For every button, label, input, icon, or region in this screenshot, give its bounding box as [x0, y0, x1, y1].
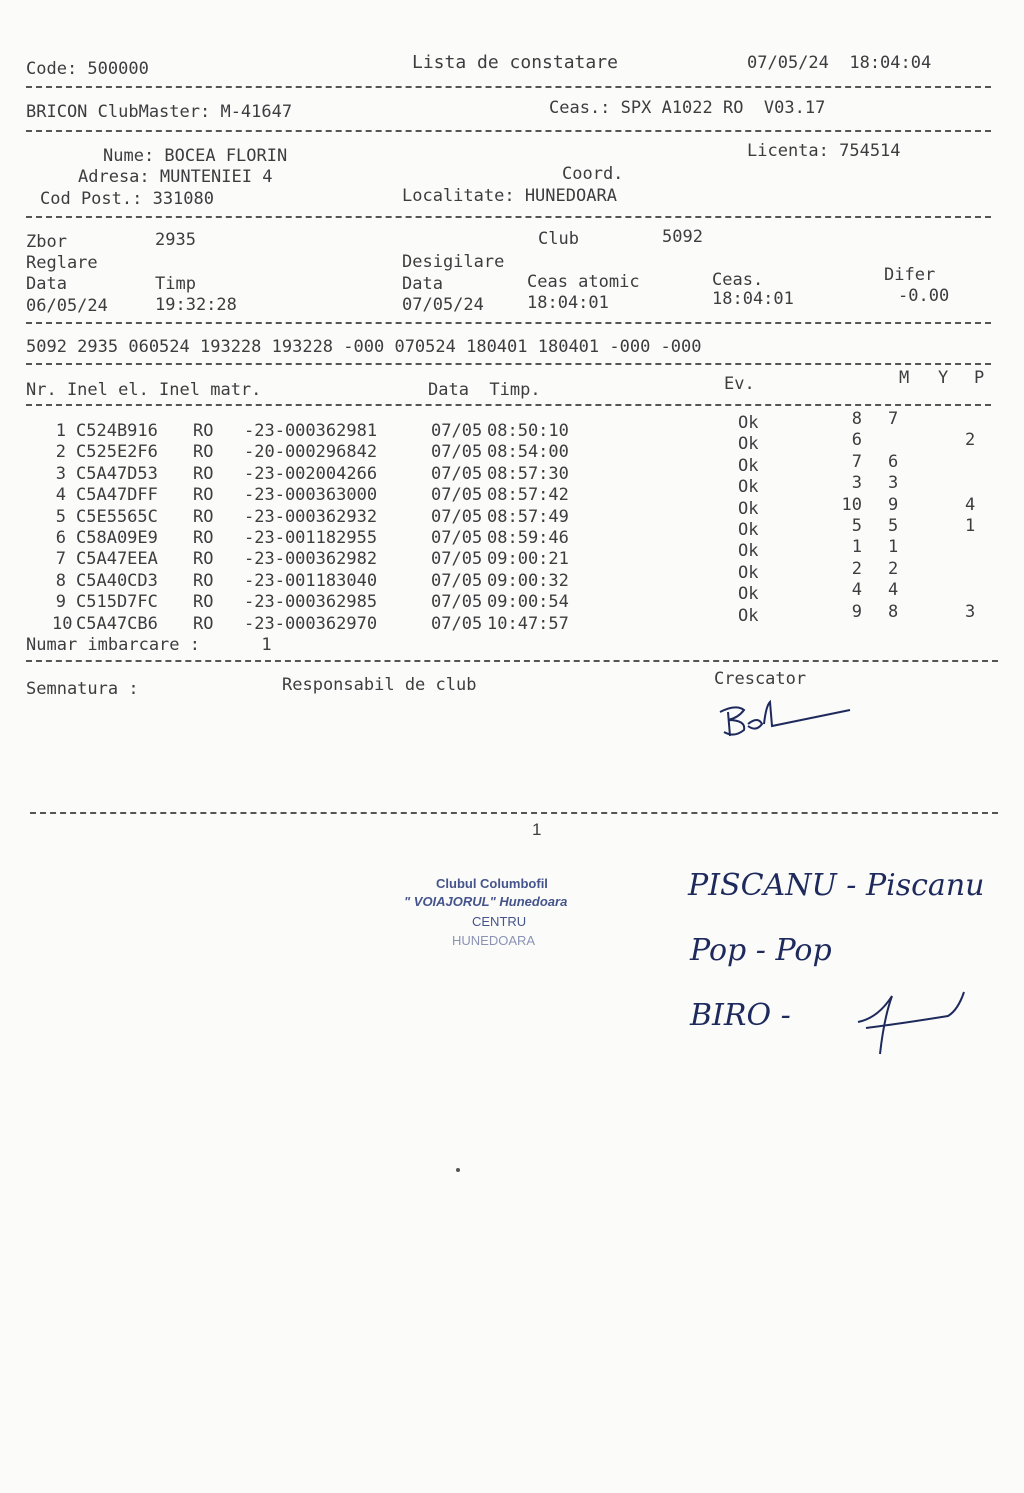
cell-inel-el: C515D7FC — [76, 592, 158, 613]
cell-ev: Ok — [738, 455, 759, 476]
reglare-timp-label: Timp — [155, 274, 196, 294]
cell-inel-matr: -23-001183040 — [244, 570, 378, 591]
cell-p: 2 — [965, 430, 976, 451]
cell-nr: 4 — [55, 485, 66, 506]
cell-y: 6 — [888, 451, 899, 472]
print-datetime: 07/05/24 18:04:04 — [747, 53, 932, 73]
cell-m: 7 — [851, 451, 862, 472]
cell-ro: RO — [193, 528, 214, 548]
cell-ro: RO — [193, 592, 214, 613]
desig-date: 07/05/24 — [402, 295, 484, 315]
cell-y: 9 — [888, 494, 899, 515]
zbor-label: Zbor — [26, 232, 67, 252]
desig-atomic-time: 18:04:01 — [527, 293, 609, 313]
cell-nr: 1 — [55, 421, 66, 441]
cell-m: 1 — [851, 537, 862, 558]
cell-inel-matr: -23-001182955 — [244, 528, 378, 548]
cell-data: 07/05 — [431, 506, 483, 527]
cell-data: 07/05 — [431, 613, 483, 634]
cell-ro: RO — [193, 442, 214, 463]
cell-nr: 8 — [55, 570, 66, 591]
cell-y: 8 — [888, 601, 899, 622]
divider — [26, 404, 991, 406]
cell-inel-matr: -23-000362981 — [244, 421, 378, 441]
cell-data: 07/05 — [431, 549, 483, 570]
cell-ro: RO — [193, 485, 214, 506]
page-number: 1 — [532, 820, 542, 839]
ink-dot — [456, 1168, 460, 1172]
signature-label: Semnatura : — [26, 679, 139, 699]
breeder-signature — [714, 698, 854, 744]
cell-ev: Ok — [738, 562, 759, 583]
cell-m: 2 — [851, 558, 862, 579]
cell-inel-el: C5A47DFF — [76, 485, 158, 506]
cell-timp: 09:00:32 — [487, 570, 569, 591]
cell-nr: 6 — [55, 528, 66, 548]
cell-data: 07/05 — [431, 463, 483, 484]
cell-ev: Ok — [738, 584, 759, 605]
zbor-value: 2935 — [155, 230, 196, 250]
cell-inel-matr: -23-002004266 — [244, 463, 378, 484]
stamp-line-4: HUNEDOARA — [452, 933, 536, 948]
cell-timp: 10:47:57 — [487, 613, 569, 634]
code-label: Code: 500000 — [26, 59, 149, 79]
cell-m: 3 — [851, 473, 862, 494]
stamp-line-1: Clubul Columbofil — [436, 876, 548, 891]
cell-timp: 09:00:54 — [487, 592, 569, 613]
cell-m: 5 — [851, 516, 862, 536]
cell-ro: RO — [193, 549, 214, 570]
ceas-atomic-label: Ceas atomic — [527, 272, 640, 292]
stamp-line-2: " VOIAJORUL" Hunedoara — [404, 894, 568, 909]
cell-data: 07/05 — [431, 592, 483, 613]
divider — [26, 322, 991, 324]
cell-inel-el: C5A47EEA — [76, 549, 158, 570]
cell-inel-el: C524B916 — [76, 421, 158, 441]
cell-inel-el: C5E5565C — [76, 506, 158, 527]
divider — [26, 130, 991, 132]
cell-data: 07/05 — [431, 442, 483, 463]
cell-data: 07/05 — [431, 570, 483, 591]
cell-y: 5 — [888, 516, 899, 536]
reglare-time: 19:32:28 — [155, 295, 237, 315]
owner-address: Adresa: MUNTENIEI 4 — [78, 167, 273, 187]
cell-p: 4 — [965, 494, 976, 515]
cell-ev: Ok — [738, 498, 759, 519]
reglare-label: Reglare — [26, 253, 98, 273]
clubmaster-id: BRICON ClubMaster: M-41647 — [26, 102, 293, 122]
cell-nr: 2 — [55, 442, 66, 463]
breeder-label: Crescator — [714, 669, 807, 689]
col-header-ev: Ev. — [724, 374, 755, 394]
reglare-data-label: Data — [26, 274, 67, 294]
cell-y: 3 — [888, 473, 899, 494]
cell-ev: Ok — [738, 541, 759, 562]
desig-clock-time: 18:04:01 — [712, 289, 794, 309]
clock-id: Ceas.: SPX A1022 RO V03.17 — [549, 98, 826, 118]
code-line: 5092 2935 060524 193228 193228 -000 070524 180401 180401 -000 -000 — [26, 337, 702, 357]
postal-code: Cod Post.: 331080 — [40, 189, 214, 209]
club-value: 5092 — [662, 227, 703, 247]
cell-data: 07/05 — [431, 528, 483, 548]
coord-label: Coord. — [562, 164, 624, 184]
license-number: Licenta: 754514 — [747, 141, 901, 161]
boarding-number: Numar imbarcare : 1 — [26, 635, 272, 655]
handwritten-signature-3 — [838, 988, 978, 1058]
cell-inel-el: C525E2F6 — [76, 442, 158, 463]
cell-ro: RO — [193, 613, 214, 634]
cell-nr: 7 — [55, 549, 66, 570]
col-header-datetime: Data Timp. — [428, 380, 541, 400]
col-header-m: M — [899, 368, 910, 388]
club-label: Club — [538, 229, 579, 249]
cell-m: 9 — [851, 601, 862, 622]
cell-nr: 3 — [55, 463, 66, 484]
col-header-p: P — [974, 368, 985, 388]
cell-y: 4 — [888, 580, 899, 601]
document-title: Lista de constatare — [412, 52, 618, 73]
cell-inel-el: C5A47D53 — [76, 463, 158, 484]
handwritten-name-2: Pop - Pop — [690, 933, 832, 968]
col-header-rings: Nr. Inel el. Inel matr. — [26, 380, 262, 400]
cell-ro: RO — [193, 506, 214, 527]
locality: Localitate: HUNEDOARA — [402, 186, 617, 206]
divider — [26, 660, 998, 662]
cell-inel-matr: -23-000363000 — [244, 485, 378, 506]
cell-timp: 08:57:30 — [487, 463, 569, 484]
cell-timp: 09:00:21 — [487, 549, 569, 570]
divider — [26, 216, 991, 218]
cell-inel-matr: -20-000296842 — [244, 442, 378, 463]
cell-p: 1 — [965, 516, 976, 536]
cell-inel-el: C5A40CD3 — [76, 570, 158, 591]
cell-inel-matr: -23-000362932 — [244, 506, 378, 527]
cell-timp: 08:54:00 — [487, 442, 569, 463]
cell-data: 07/05 — [431, 421, 483, 441]
cell-m: 4 — [851, 580, 862, 601]
cell-p: 3 — [965, 601, 976, 622]
cell-data: 07/05 — [431, 485, 483, 506]
cell-y: 2 — [888, 558, 899, 579]
cell-timp: 08:50:10 — [487, 421, 569, 441]
cell-m: 8 — [851, 409, 862, 429]
divider — [26, 86, 991, 88]
difer-label: Difer — [884, 265, 936, 285]
cell-nr: 9 — [55, 592, 66, 613]
cell-timp: 08:59:46 — [487, 528, 569, 548]
cell-inel-matr: -23-000362970 — [244, 613, 378, 634]
cell-ev: Ok — [738, 477, 759, 498]
desig-data-label: Data — [402, 274, 443, 294]
cell-ev: Ok — [738, 413, 759, 433]
reglare-date: 06/05/24 — [26, 296, 108, 316]
stamp-line-3: CENTRU — [472, 914, 527, 929]
divider — [30, 812, 998, 814]
cell-inel-matr: -23-000362982 — [244, 549, 378, 570]
cell-timp: 08:57:49 — [487, 506, 569, 527]
cell-ro: RO — [193, 570, 214, 591]
cell-ev: Ok — [738, 520, 759, 540]
cell-ro: RO — [193, 463, 214, 484]
difer-value: -0.00 — [898, 286, 950, 306]
divider — [26, 363, 991, 365]
cell-y: 7 — [888, 409, 899, 429]
cell-inel-el: C58A09E9 — [76, 528, 158, 548]
cell-y: 1 — [888, 537, 899, 558]
cell-inel-matr: -23-000362985 — [244, 592, 378, 613]
cell-timp: 08:57:42 — [487, 485, 569, 506]
col-header-y: Y — [938, 368, 949, 388]
ceas-label: Ceas. — [712, 270, 764, 290]
cell-ev: Ok — [738, 605, 759, 626]
cell-nr: 5 — [55, 506, 66, 527]
handwritten-name-3: BIRO - — [690, 998, 791, 1033]
cell-m: 10 — [841, 494, 862, 515]
cell-ro: RO — [193, 421, 214, 441]
cell-inel-el: C5A47CB6 — [76, 613, 158, 634]
cell-nr: 10 — [52, 613, 73, 634]
cell-m: 6 — [851, 430, 862, 451]
handwritten-name-1: PISCANU - Piscanu — [688, 868, 985, 903]
cell-ev: Ok — [738, 434, 759, 455]
club-responsible-label: Responsabil de club — [282, 675, 477, 695]
desigilare-label: Desigilare — [402, 252, 505, 272]
owner-name: Nume: BOCEA FLORIN — [103, 146, 288, 166]
